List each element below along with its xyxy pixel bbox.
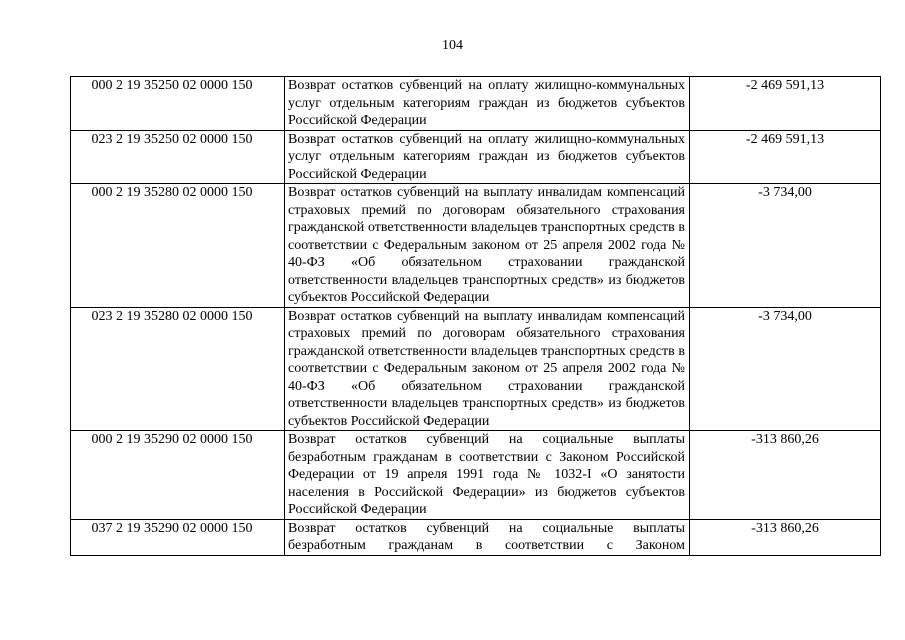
row-amount: -2 469 591,13 <box>690 130 881 184</box>
table-row <box>71 130 881 184</box>
row-description: Возврат остатков субвенций на социальные выплаты безработным гражданам в соответствии с Законом Российской Федерации от 19 апреля 1991 года № 1032-I «О занятости населения в Российской Федерации» из бюджетов субъектов Российской Федерации <box>285 431 690 520</box>
budget-code: 023 2 19 35280 02 0000 150 <box>71 307 285 431</box>
budget-code: 000 2 19 35280 02 0000 150 <box>71 184 285 308</box>
row-description: Возврат остатков субвенций на социальные выплаты безработным гражданам в соответствии с Законом <box>285 519 690 555</box>
budget-code: 000 2 19 35290 02 0000 150 <box>71 431 285 520</box>
table-row <box>71 77 881 131</box>
budget-code: 023 2 19 35250 02 0000 150 <box>71 130 285 184</box>
page-number: 104 <box>442 38 463 53</box>
row-amount: -313 860,26 <box>690 431 881 520</box>
budget-code: 037 2 19 35290 02 0000 150 <box>71 519 285 555</box>
row-description: Возврат остатков субвенций на выплату инвалидам компенсаций страховых премий по договорам обязательного страхования гражданской ответственности владельцев транспортных средств в соответствии с Федеральным законом от 25 апреля 2002 года № 40-ФЗ «Об обязательном страховании гражданской ответственности владельцев транспортных средств» из бюджетов субъектов Российской Федерации <box>285 307 690 431</box>
row-amount: -2 469 591,13 <box>690 77 881 131</box>
table-row <box>71 431 881 520</box>
row-description: Возврат остатков субвенций на оплату жилищно-коммунальных услуг отдельным категориям граждан из бюджетов субъектов Российской Федерации <box>285 77 690 131</box>
budget-table <box>70 76 881 556</box>
row-amount: -3 734,00 <box>690 184 881 308</box>
row-description: Возврат остатков субвенций на оплату жилищно-коммунальных услуг отдельным категориям граждан из бюджетов субъектов Российской Федерации <box>285 130 690 184</box>
row-amount: -313 860,26 <box>690 519 881 555</box>
row-description: Возврат остатков субвенций на выплату инвалидам компенсаций страховых премий по договорам обязательного страхования гражданской ответственности владельцев транспортных средств в соответствии с Федеральным законом от 25 апреля 2002 года № 40-ФЗ «Об обязательном страховании гражданской ответственности владельцев транспортных средств» из бюджетов субъектов Российской Федерации <box>285 184 690 308</box>
table-row <box>71 184 881 308</box>
table-row <box>71 307 881 431</box>
row-amount: -3 734,00 <box>690 307 881 431</box>
budget-code: 000 2 19 35250 02 0000 150 <box>71 77 285 131</box>
table-row <box>71 519 881 555</box>
